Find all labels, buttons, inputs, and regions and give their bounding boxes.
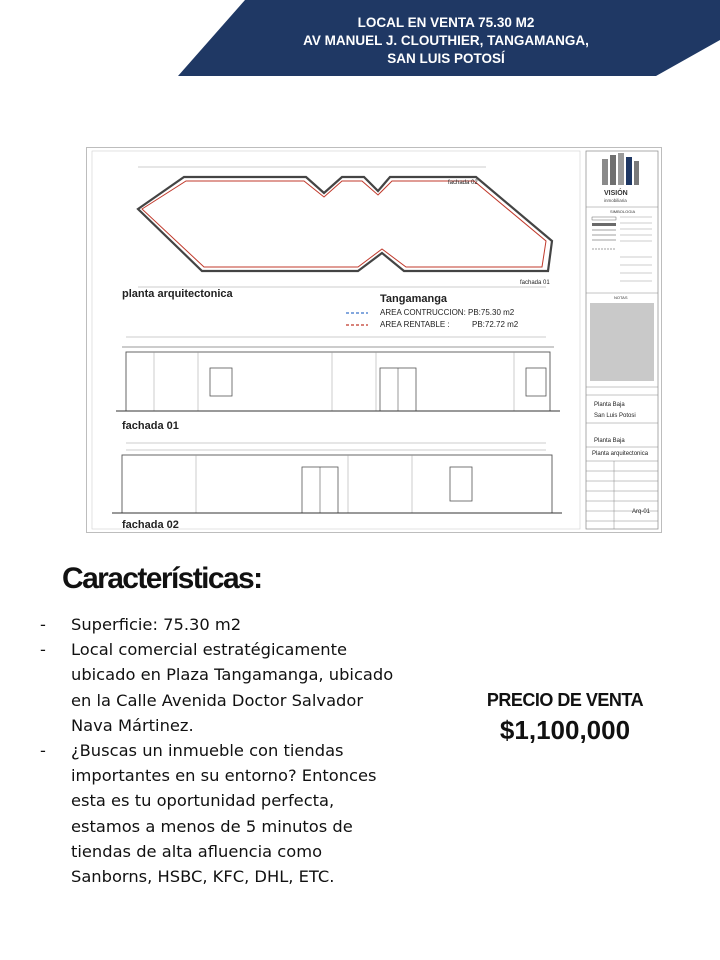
price-label: PRECIO DE VENTA (486, 690, 644, 710)
sheet-title: Planta arquitectonica (592, 451, 649, 457)
plan-label: planta arquitectonica (122, 288, 233, 300)
header-line-3: SAN LUIS POTOSÍ (387, 51, 505, 66)
header-title (250, 14, 642, 68)
sheet-number: Arq-01 (632, 509, 651, 515)
legend-rentable-label: AREA RENTABLE : (380, 320, 450, 329)
features-list (40, 612, 400, 889)
feature-item: - Superficie: 75.30 m2 (40, 615, 242, 634)
architectural-plan (86, 147, 662, 533)
legend-rentable-value: PB:72.72 m2 (472, 320, 519, 329)
price-value: $1,100,000 (499, 715, 631, 745)
header-line-2: AV MANUEL J. CLOUTHIER, TANGAMANGA, (303, 33, 589, 48)
elevation-02-label: fachada 02 (122, 519, 179, 531)
elevation-01-label: fachada 01 (122, 420, 179, 432)
notes-title: NOTAS (614, 295, 628, 300)
feature-text: Local comercial estratégicamente ubicado en Plaza Tangamanga, ubicado en la Calle Avenida Doctor Salvador Nava Mártinez. (71, 640, 394, 735)
legend-construction: AREA CONTRUCCION: PB:75.30 m2 (380, 308, 515, 317)
legend-title: Tangamanga (380, 293, 448, 305)
feature-item: - ¿Buscas un inmueble con tiendas importantes en su entorno? Entonces esta es tu oportunidad perfecta, estamos a menos de 5 minutos de tiendas de alta afluencia como Sanborns, HSBC, KFC, DHL, ETC. (40, 741, 377, 887)
logo-subtext: inmobiliaria (604, 198, 627, 203)
level-label-2: Planta Baja (594, 438, 625, 444)
header-line-1: LOCAL EN VENTA 75.30 M2 (357, 15, 535, 30)
feature-item: - Local comercial estratégicamente ubicado en Plaza Tangamanga, ubicado en la Calle Avenida Doctor Salvador Nava Mártinez. (40, 640, 394, 735)
level-label: Planta Baja (594, 402, 625, 408)
city-label: San Luis Potosi (594, 413, 636, 419)
symbology-title: SIMBOLOGIA (610, 209, 636, 214)
logo-text: VISIÓN (604, 190, 628, 197)
facade-tag-top: fachada 02 (448, 180, 478, 186)
feature-text: Superficie: 75.30 m2 (71, 615, 242, 634)
features-title: Características: (62, 562, 262, 595)
facade-tag-bottom: fachada 01 (520, 280, 550, 286)
feature-text: ¿Buscas un inmueble con tiendas importantes en su entorno? Entonces esta es tu oportunidad perfecta, estamos a menos de 5 minutos de tiendas de alta afluencia como Sanborns, HSBC, KFC, DHL, ETC. (71, 741, 377, 887)
